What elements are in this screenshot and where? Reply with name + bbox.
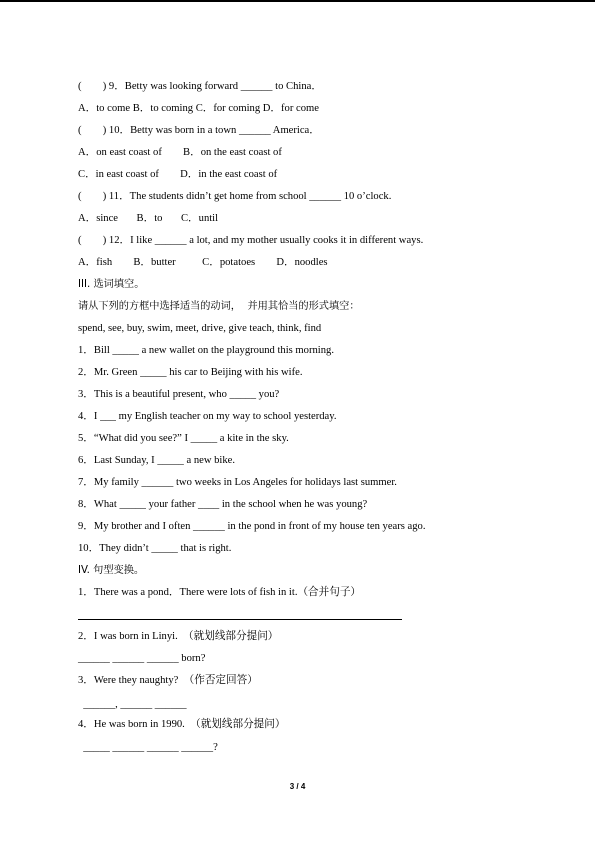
page-number: 3 / 4 <box>289 782 306 791</box>
section-iii-heading: III. 选词填空。 <box>78 279 145 290</box>
question-10-options-ab: A．on east coast of B．on the east coast of <box>78 147 282 158</box>
fill-item-8: 8．What _____ your father ____ in the school when he was young? <box>78 499 368 510</box>
transform-item-3: 3．Were they naughty? （作否定回答） <box>78 675 258 686</box>
question-9-options: A．to come B．to coming C．for coming D．for come <box>78 103 319 114</box>
transform-item-4-blanks: _____ ______ ______ ______? <box>78 742 218 753</box>
word-bank: spend, see, buy, swim, meet, drive, give teach, think, find <box>78 323 322 334</box>
transform-item-1: 1．There was a pond．There were lots of fish in it.（合并句子） <box>78 587 362 598</box>
transform-item-2: 2．I was born in Linyi. （就划线部分提问） <box>78 631 279 642</box>
transform-item-4: 4．He was born in 1990. （就划线部分提问） <box>78 719 286 730</box>
fill-item-7: 7．My family ______ two weeks in Los Angeles for holidays last summer. <box>78 477 397 488</box>
question-11: ( ) 11．The students didn’t get home from school ______ 10 o’clock. <box>78 191 392 202</box>
question-12: ( ) 12．I like ______ a lot, and my mother usually cooks it in different ways. <box>78 235 424 246</box>
question-12-options: A．fish B．butter C．potatoes D．noodles <box>78 257 328 268</box>
question-10: ( ) 10．Betty was born in a town ______ America． <box>78 125 320 136</box>
section-iii-instructions: 请从下列的方框中选择适当的动词， 并用其恰当的形式填空： <box>78 301 360 312</box>
fill-item-9: 9．My brother and I often ______ in the pond in front of my house ten years ago. <box>78 521 426 532</box>
fill-item-3: 3．This is a beautiful present, who _____ you? <box>78 389 280 400</box>
section-iv-heading: IV. 句型变换。 <box>78 565 145 576</box>
answer-line <box>78 619 402 620</box>
fill-item-4: 4．I ___ my English teacher on my way to school yesterday. <box>78 411 337 422</box>
transform-item-2-blanks: ______ ______ ______ born? <box>78 653 206 664</box>
question-11-options: A．since B．to C．until <box>78 213 219 224</box>
fill-item-1: 1．Bill _____ a new wallet on the playground this morning. <box>78 345 334 356</box>
transform-item-3-blanks: ______, ______ ______ <box>78 699 187 710</box>
fill-item-6: 6．Last Sunday, I _____ a new bike. <box>78 455 236 466</box>
top-border-line <box>0 0 595 2</box>
question-10-options-cd: C．in east coast of D．in the east coast of <box>78 169 278 180</box>
fill-item-10: 10．They didn’t _____ that is right. <box>78 543 232 554</box>
fill-item-2: 2．Mr. Green _____ his car to Beijing with his wife. <box>78 367 303 378</box>
fill-item-5: 5．“What did you see?” I _____ a kite in the sky. <box>78 433 289 444</box>
question-9: ( ) 9．Betty was looking forward ______ to China． <box>78 81 322 92</box>
